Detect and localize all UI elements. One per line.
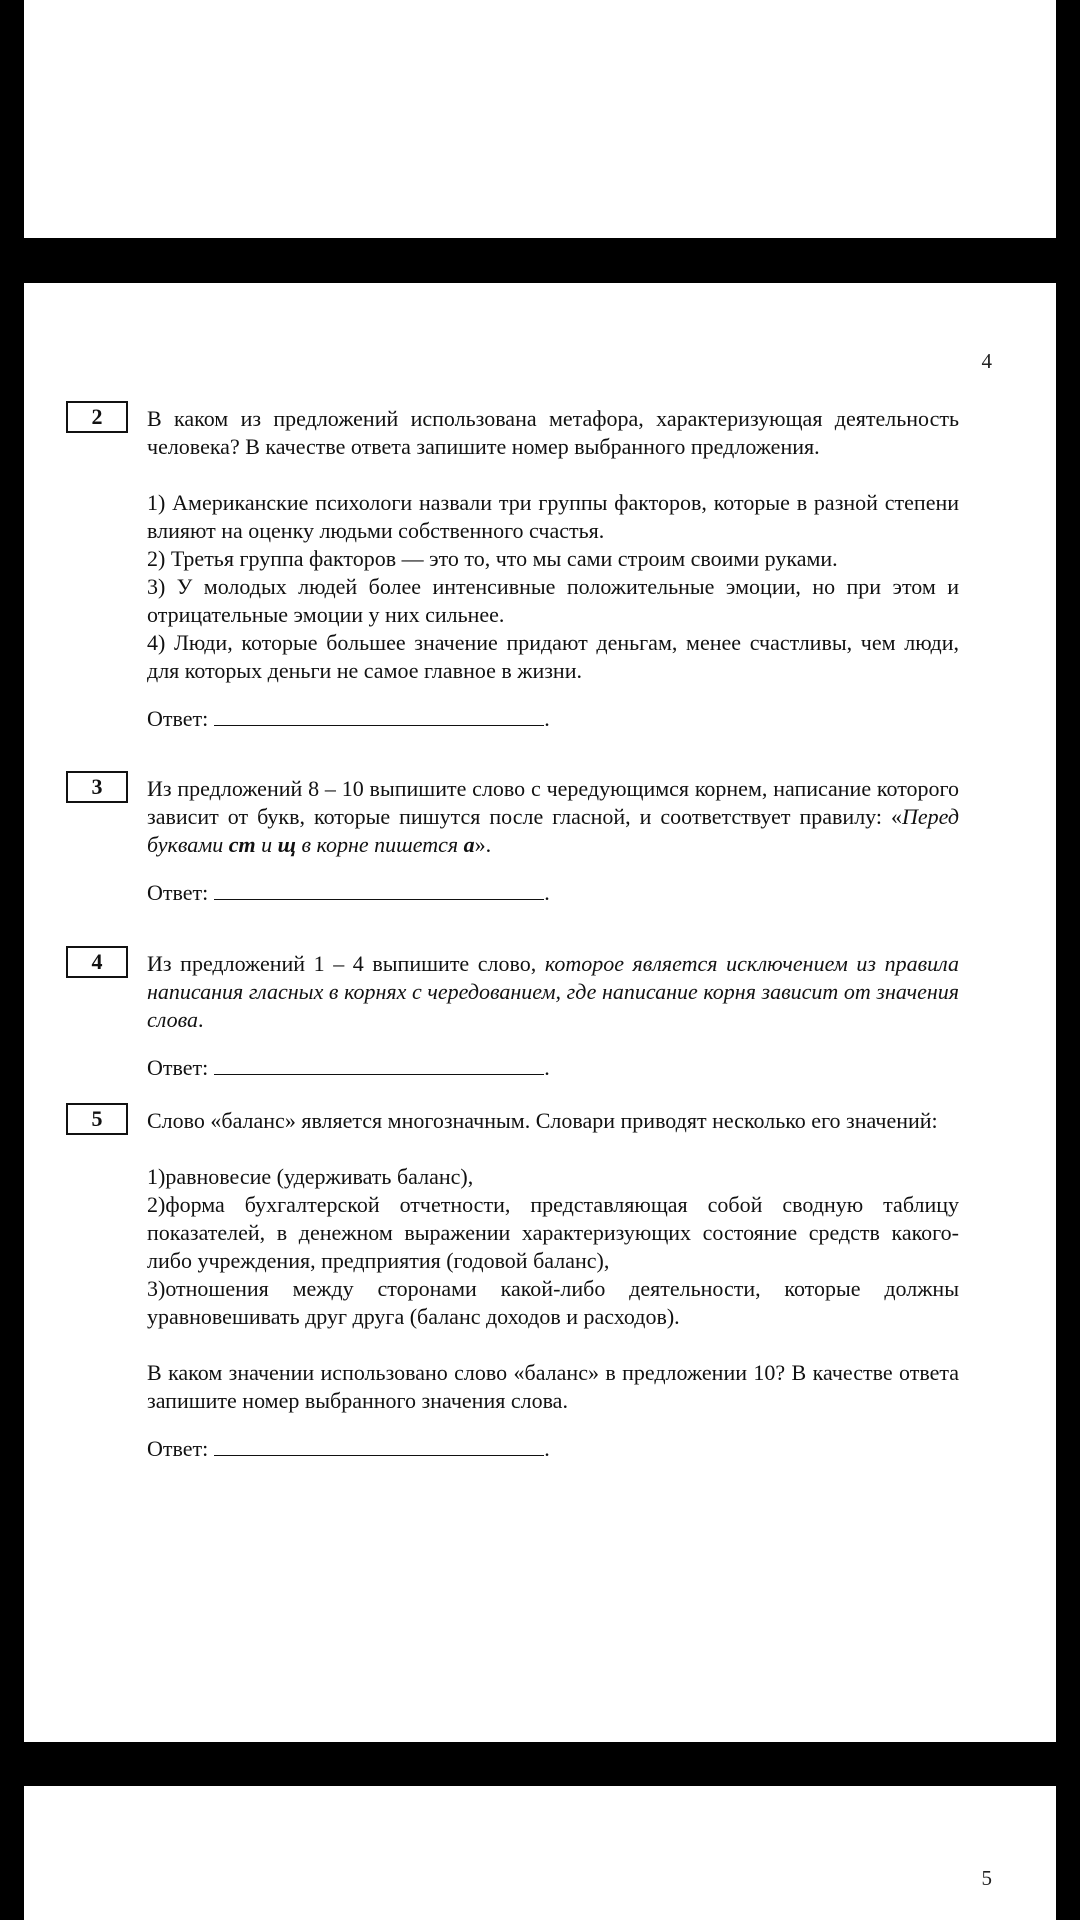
answer-row (147, 879, 959, 907)
answer-row (147, 1435, 959, 1463)
question-end: ». (474, 832, 492, 857)
task-question: В каком из предложений использована метафора, характеризующая деятельность человека? В качестве ответа запишите номер выбранного предложения. (147, 406, 959, 459)
task-number-box: 5 (66, 1103, 128, 1135)
option-1: 1) Американские психологи назвали три группы факторов, которые в разной степени влияют на оценку людьми собственного счастья. (147, 490, 959, 543)
page-top (24, 0, 1056, 238)
answer-label: Ответ: (147, 880, 209, 905)
page-number: 5 (981, 1866, 992, 1890)
task-question (147, 950, 959, 1034)
rule-part: в корне пишется (296, 832, 464, 857)
answer-label: Ответ: (147, 1055, 209, 1080)
meaning-1: 1)равновесие (удерживать баланс), (147, 1164, 474, 1189)
question-text: Из предложений 8 – 10 выпишите слово с чередующимся корнем, написание которого зависит от букв, которые пишутся после гласной, и соответствует правилу: « (147, 776, 959, 829)
task-number-box: 3 (66, 771, 128, 803)
task-question: Слово «баланс» является многозначным. Словари приводят несколько его значений: (147, 1108, 938, 1133)
answer-input-line[interactable] (214, 1054, 544, 1075)
rule-letters: а (463, 832, 475, 857)
rule-part: и (255, 832, 278, 857)
task-number-box: 2 (66, 401, 128, 433)
option-4: 4) Люди, которые большее значение придают деньгам, менее счастливы, чем люди, для которых деньги не самое главное в жизни. (147, 630, 959, 683)
answer-input-line[interactable] (214, 879, 544, 900)
task-body (147, 775, 959, 907)
page-number: 4 (981, 349, 992, 373)
task-question (147, 775, 959, 859)
rule-letters: ст (228, 832, 256, 857)
rule-part: Перед буквами (147, 804, 959, 857)
answer-row (147, 705, 959, 733)
task-body (147, 1107, 959, 1463)
task-number-box: 4 (66, 946, 128, 978)
answer-period: . (544, 706, 550, 731)
question-text: Из предложений 1 – 4 выпишите слово, (147, 951, 545, 976)
answer-period: . (544, 1436, 550, 1461)
rule-letters: щ (277, 832, 296, 857)
answer-period: . (544, 1055, 550, 1080)
option-3: 3) У молодых людей более интенсивные положительные эмоции, но при этом и отрицательные эмоции у них сильнее. (147, 574, 959, 627)
final-question: В каком значении использовано слово «баланс» в предложении 10? В качестве ответа запишите номер выбранного значения слова. (147, 1360, 959, 1413)
answer-row (147, 1054, 959, 1082)
answer-input-line[interactable] (214, 1435, 544, 1456)
answer-label: Ответ: (147, 1436, 209, 1461)
question-end: . (198, 1007, 204, 1032)
meaning-2: 2)форма бухгалтерской отчетности, представляющая собой сводную таблицу показателей, в денежном выражении характеризующих состояние средств какого-либо учреждения, предприятия (годовой баланс), (147, 1192, 959, 1273)
question-italic: которое является исключением из правила написания гласных в корнях с чередованием, где написание корня зависит от значения слова (147, 951, 960, 1032)
answer-label: Ответ: (147, 706, 209, 731)
task-body (147, 405, 959, 733)
page-bottom (24, 1786, 1056, 1920)
task-body (147, 950, 959, 1082)
answer-input-line[interactable] (214, 705, 544, 726)
option-2: 2) Третья группа факторов — это то, что мы сами строим своими руками. (147, 546, 838, 571)
meaning-3: 3)отношения между сторонами какой-либо деятельности, которые должны уравновешивать друг друга (баланс доходов и расходов). (147, 1276, 959, 1329)
page-main (24, 283, 1056, 1742)
answer-period: . (544, 880, 550, 905)
